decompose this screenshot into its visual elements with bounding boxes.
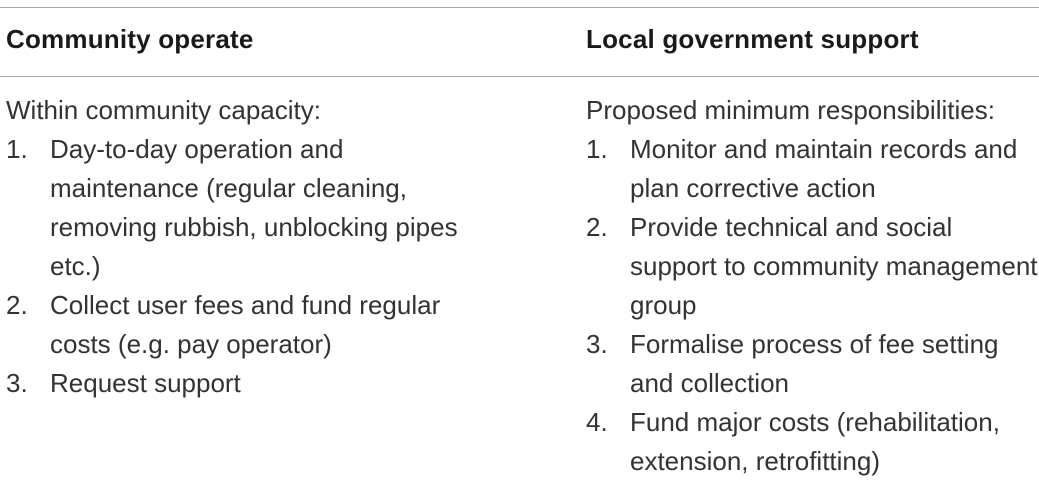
column-header: Local government support [586, 24, 919, 54]
column-body [6, 91, 476, 403]
responsibility-list [6, 130, 476, 403]
list-item-number: 1. [6, 134, 28, 164]
list-item-text: Formalise process of fee setting and collection [630, 329, 999, 398]
list-item-number: 3. [586, 329, 608, 359]
list-item-number: 1. [586, 134, 608, 164]
list-item-text: Monitor and maintain records and plan corrective action [630, 134, 1018, 203]
list-item [6, 286, 476, 364]
column-body [586, 91, 1038, 481]
list-item [586, 130, 1038, 208]
list-item-number: 4. [586, 407, 608, 437]
list-item-number: 2. [586, 212, 608, 242]
column-header: Community operate [6, 24, 254, 54]
list-item-number: 3. [6, 368, 28, 398]
column-intro: Proposed minimum responsibilities: [586, 95, 995, 125]
list-item [6, 130, 476, 286]
responsibility-list [586, 130, 1038, 481]
list-item-text: Collect user fees and fund regular costs (e.g. pay operator) [50, 290, 441, 359]
list-item [586, 403, 1038, 481]
list-item [586, 325, 1038, 403]
list-item [586, 208, 1038, 325]
list-item-text: Day-to-day operation and maintenance (regular cleaning, removing rubbish, unblocking pipes etc.) [50, 134, 458, 281]
list-item [6, 364, 476, 403]
column-intro: Within community capacity: [6, 95, 321, 125]
list-item-text: Provide technical and social support to community management group [630, 212, 1038, 320]
table-header-rule [0, 76, 1039, 77]
list-item-text: Request support [50, 368, 241, 398]
list-item-text: Fund major costs (rehabilitation, extension, retrofitting) [630, 407, 1000, 476]
table-top-rule [0, 7, 1039, 8]
list-item-number: 2. [6, 290, 28, 320]
